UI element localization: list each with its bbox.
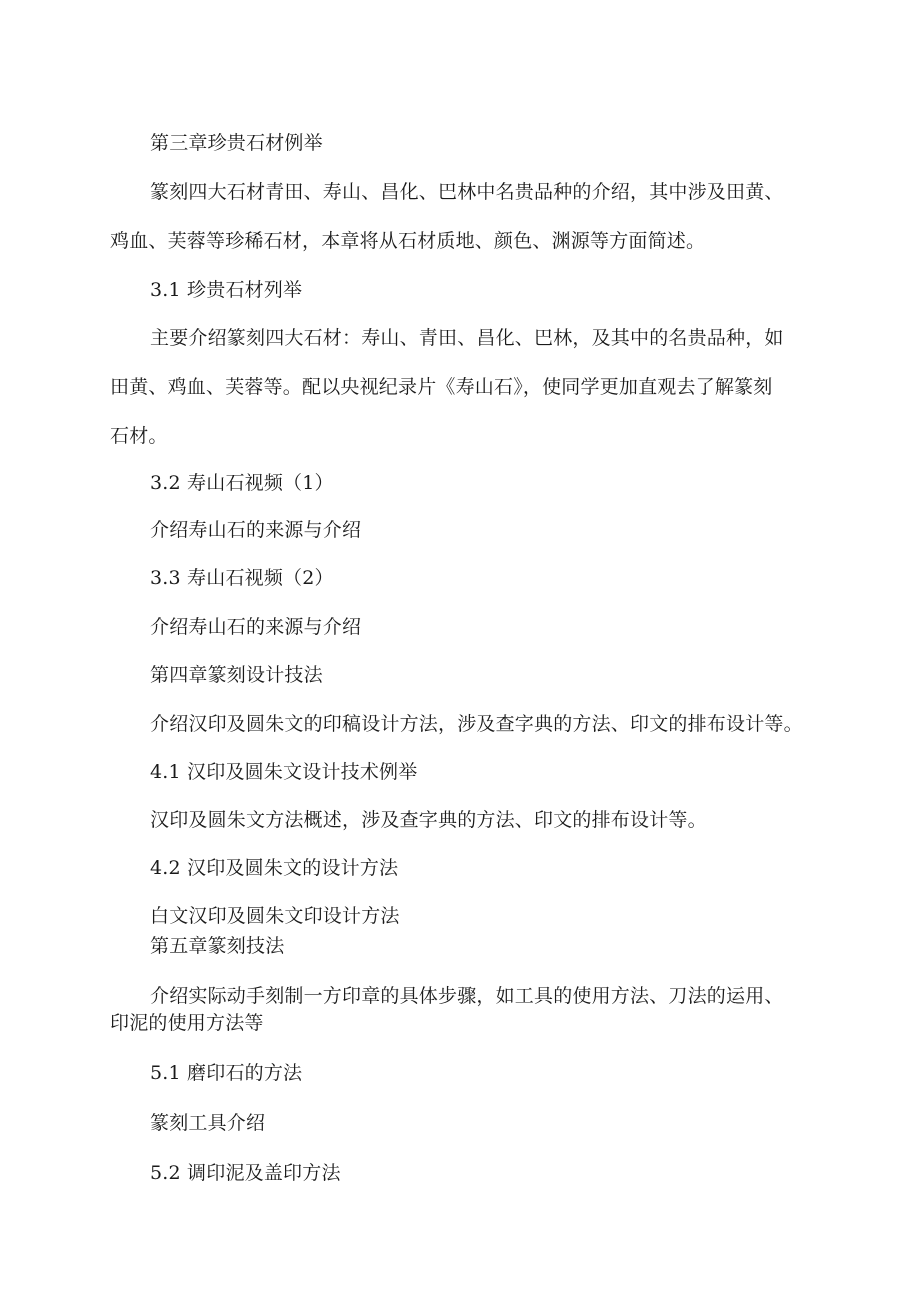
section-3-1-line-1: 主要介绍篆刻四大石材：寿山、青田、昌化、巴林，及其中的名贵品种，如 [150, 327, 784, 349]
chapter-3-heading: 第三章珍贵石材例举 [150, 132, 323, 154]
chapter-5-intro-line-1: 介绍实际动手刻制一方印章的具体步骤，如工具的使用方法、刀法的运用、 [150, 985, 784, 1007]
section-4-2-body: 白文汉印及圆朱文印设计方法 [150, 905, 400, 927]
chapter-3-intro-line-2: 鸡血、芙蓉等珍稀石材，本章将从石材质地、颜色、渊源等方面简述。 [110, 230, 706, 252]
section-3-2-heading: 3.2 寿山石视频（1） [150, 472, 334, 494]
chapter-4-heading: 第四章篆刻设计技法 [150, 664, 323, 686]
chapter-4-intro: 介绍汉印及圆朱文的印稿设计方法，涉及查字典的方法、印文的排布设计等。 [150, 713, 803, 735]
section-3-1-line-2: 田黄、鸡血、芙蓉等。配以央视纪录片《寿山石》，使同学更加直观去了解篆刻 [110, 376, 773, 398]
chapter-3-intro-line-1: 篆刻四大石材青田、寿山、昌化、巴林中名贵品种的介绍，其中涉及田黄、 [150, 181, 784, 203]
section-3-1-line-3: 石材。 [110, 425, 168, 447]
section-3-1-heading: 3.1 珍贵石材列举 [150, 279, 303, 301]
section-5-1-heading: 5.1 磨印石的方法 [150, 1062, 303, 1084]
section-3-3-heading: 3.3 寿山石视频（2） [150, 567, 334, 589]
chapter-5-heading: 第五章篆刻技法 [150, 935, 285, 957]
section-4-2-heading: 4.2 汉印及圆朱文的设计方法 [150, 857, 399, 879]
section-5-1-body: 篆刻工具介绍 [150, 1112, 266, 1134]
section-5-2-heading: 5.2 调印泥及盖印方法 [150, 1162, 341, 1184]
chapter-5-intro-line-2: 印泥的使用方法等 [110, 1012, 264, 1034]
section-3-3-body: 介绍寿山石的来源与介绍 [150, 616, 362, 638]
section-4-1-body: 汉印及圆朱文方法概述，涉及查字典的方法、印文的排布设计等。 [150, 809, 707, 831]
section-3-2-body: 介绍寿山石的来源与介绍 [150, 519, 362, 541]
section-4-1-heading: 4.1 汉印及圆朱文设计技术例举 [150, 761, 418, 783]
